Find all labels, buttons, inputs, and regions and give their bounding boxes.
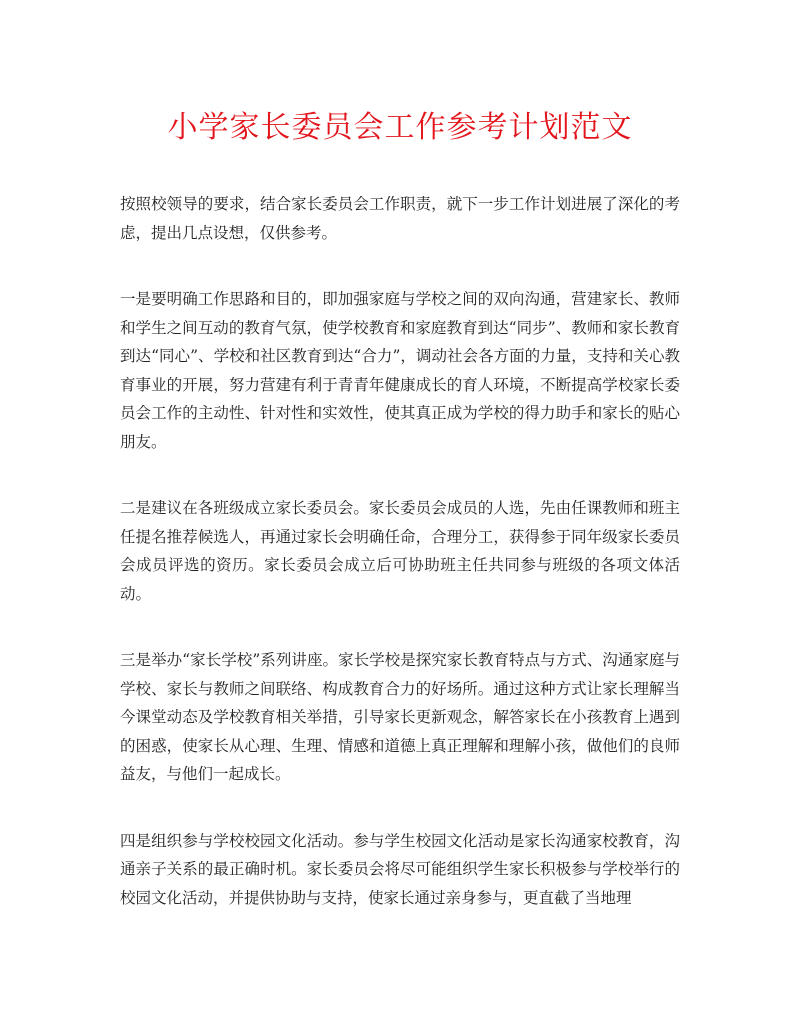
paragraph-three: 三是举办“家长学校”系列讲座。家长学校是探究家长教育特点与方式、沟通家庭与学校、家长与教师之间联络、构成教育合力的好场所。通过这种方式让家长理解当今课堂动态及学校教育相关举措，引导家长更新观念，解答家长在小孩教育上遇到的困惑，使家长从心理、生理、情感和道德上真正理解和理解小孩，做他们的良师益友，与他们一起成长。 — [120, 651, 680, 783]
paragraph-four: 四是组织参与学校校园文化活动。参与学生校园文化活动是家长沟通家校教育，沟通亲子关系的最正确时机。家长委员会将尽可能组织学生家长积极参与学校举行的校园文化活动，并提供协助与支持，使家长通过亲身参与，更直截了当地理 — [120, 831, 680, 907]
paragraph-intro: 按照校领导的要求，结合家长委员会工作职责，就下一步工作计划进展了深化的考虑，提出几点设想，仅供参考。 — [120, 195, 680, 242]
document-title: 小学家长委员会工作参考计划范文 — [167, 110, 633, 145]
paragraph-two: 二是建议在各班级成立家长委员会。家长委员会成员的人选，先由任课教师和班主任提名推荐候选人，再通过家长会明确任命，合理分工，获得参于同年级家长委员会成员评选的资历。家长委员会成立后可协助班主任共同参与班级的各项文体活动。 — [120, 499, 680, 603]
paragraph-one: 一是要明确工作思路和目的，即加强家庭与学校之间的双向沟通，营建家长、教师和学生之间互动的教育气氛，使学校教育和家庭教育到达“同步”、教师和家长教育到达“同心”、学校和社区教育到达“合力”，调动社会各方面的力量，支持和关心教育事业的开展，努力营建有利于青青年健康成长的育人环境，不断提高学校家长委员会工作的主动性、针对性和实效性，使其真正成为学校的得力助手和家长的贴心朋友。 — [120, 290, 680, 451]
document-body — [120, 190, 680, 950]
